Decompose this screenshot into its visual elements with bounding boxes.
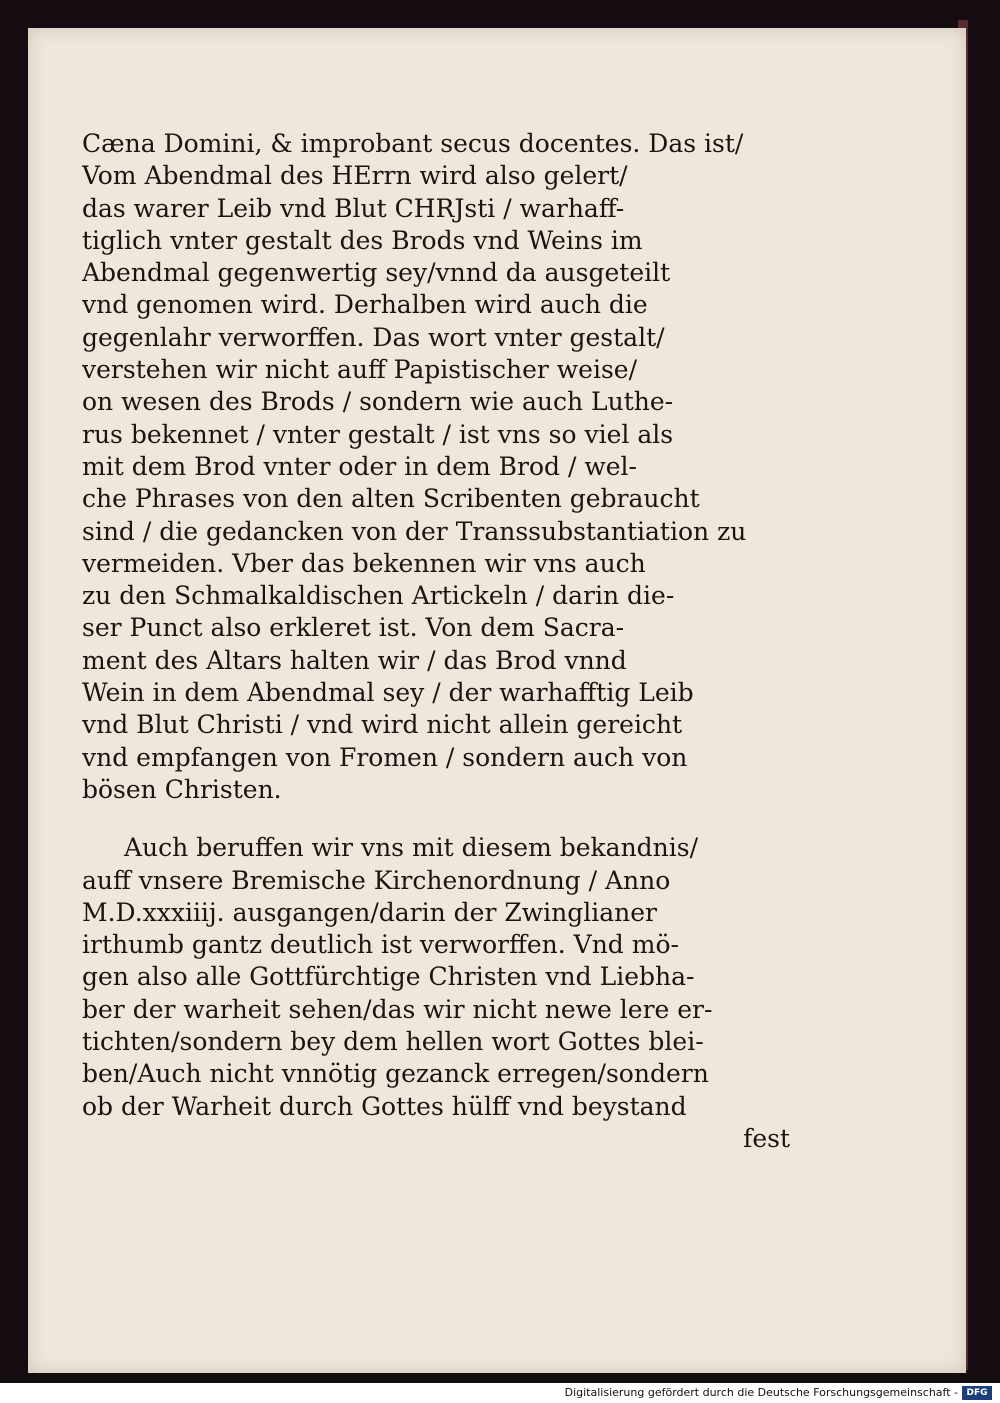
catchword: fest [743, 1123, 790, 1153]
text-line: Abendmal gegenwertig sey/vnnd da ausgeteilt [82, 258, 671, 288]
text-line: vnd empfangen von Fromen / sondern auch von [82, 742, 688, 772]
text-line: verstehen wir nicht auff Papistischer weise/ [82, 355, 638, 385]
footer-bar [0, 1383, 1000, 1403]
text-line: rus bekennet / vnter gestalt / ist vns so viel als [82, 419, 674, 449]
dfg-logo-icon: DFG [962, 1386, 992, 1400]
text-line: Auch beruffen wir vns mit diesem bekandnis/ [124, 833, 699, 863]
text-line: vnd Blut Christi / vnd wird nicht allein gereicht [82, 710, 683, 740]
text-line: tichten/sondern bey dem hellen wort Gottes blei- [82, 1027, 704, 1057]
text-line: on wesen des Brods / sondern wie auch Luthe- [82, 387, 674, 417]
paragraph-gap [82, 806, 802, 832]
text-line: irthumb gantz deutlich ist verworffen. Vnd mö- [82, 930, 679, 960]
text-line: das warer Leib vnd Blut CHRJsti / warhaff- [82, 193, 625, 223]
text-line: vermeiden. Vber das bekennen wir vns auch [82, 548, 646, 578]
text-line: che Phrases von den alten Scribenten gebraucht [82, 484, 700, 514]
funding-notice: Digitalisierung gefördert durch die Deutsche Forschungsgemeinschaft - [564, 1386, 958, 1399]
text-line: Vom Abendmal des HErrn wird also gelert/ [82, 161, 628, 191]
text-line: Cæna Domini, & improbant secus docentes. Das ist/ [82, 129, 744, 158]
text-line: sind / die gedancken von der Transsubstantiation zu [82, 516, 747, 546]
text-line: ob der Warheit durch Gottes hülff vnd beystand [82, 1091, 687, 1121]
text-line: gegenlahr verworffen. Das wort vnter gestalt/ [82, 322, 665, 352]
text-line: zu den Schmalkaldischen Artickeln / darin die- [82, 581, 675, 611]
text-line: ber der warheit sehen/das wir nicht newe lere er- [82, 994, 713, 1024]
text-line: mit dem Brod vnter oder in dem Brod / wel- [82, 451, 638, 481]
text-line: ben/Auch nicht vnnötig gezanck erregen/sondern [82, 1059, 709, 1089]
page-text-block [82, 128, 802, 1155]
text-line: vnd genomen wird. Derhalben wird auch die [82, 290, 648, 320]
text-line: ment des Altars halten wir / das Brod vnnd [82, 645, 627, 675]
text-line: bösen Christen. [82, 774, 282, 804]
text-line: Wein in dem Abendmal sey / der warhafftig Leib [82, 678, 694, 708]
text-line: M.D.xxxiiij. ausgangen/darin der Zwinglianer [82, 897, 657, 927]
text-line: auff vnsere Bremische Kirchenordnung / Anno [82, 865, 671, 895]
text-line: tiglich vnter gestalt des Brods vnd Weins im [82, 225, 643, 255]
text-line: ser Punct also erkleret ist. Von dem Sacra- [82, 613, 625, 643]
text-line: gen also alle Gottfürchtige Christen vnd Liebha- [82, 962, 695, 992]
